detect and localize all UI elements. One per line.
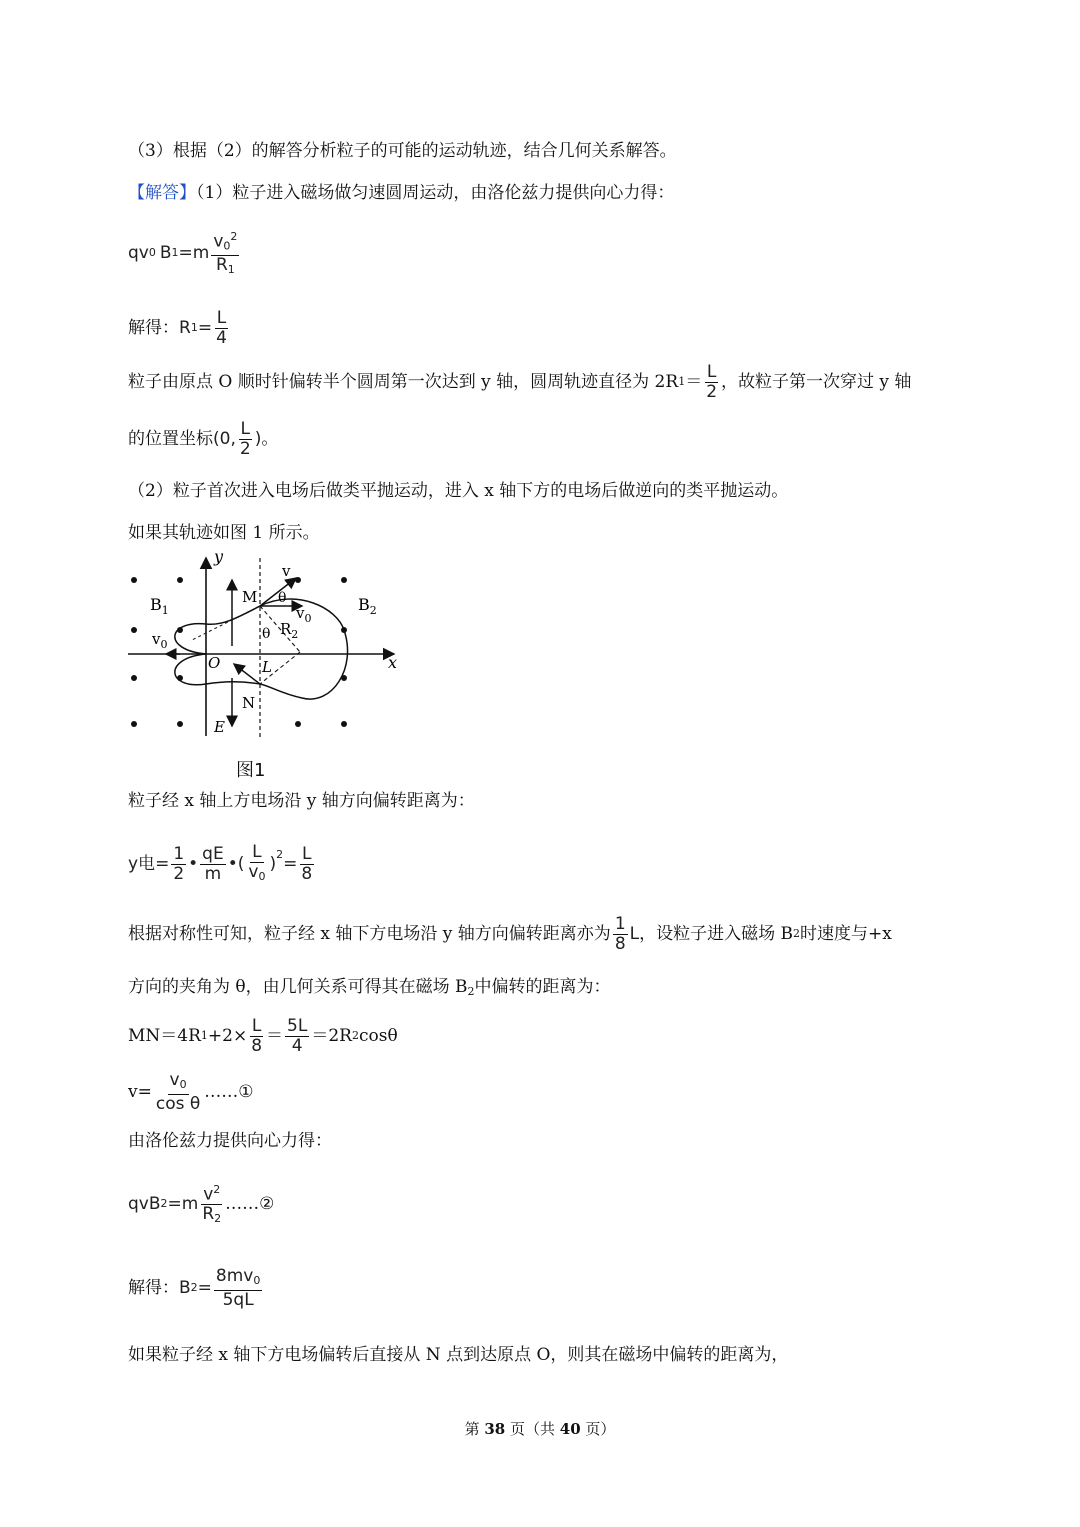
solve-b2-line — [128, 1262, 264, 1314]
q2-num: v — [203, 1184, 214, 1205]
eq1-lhs: qv — [128, 243, 149, 263]
r1-fraction — [214, 309, 229, 348]
mn-sub1: 1 — [200, 1029, 208, 1042]
eq1-den-sub: 1 — [227, 263, 235, 277]
r1-expression — [179, 309, 231, 348]
eq1-num-sub: 0 — [223, 239, 231, 253]
angle-line — [128, 976, 611, 1003]
y-frac4-num: L — [302, 843, 312, 864]
b2-sub: 2 — [190, 1281, 198, 1294]
y-e: y电 — [128, 854, 156, 874]
footer-middle: 页（共 — [505, 1420, 560, 1438]
coordinate-expression — [213, 420, 261, 459]
equation-lorentz-1 — [128, 222, 241, 284]
step3-hint: （3）根据（2）的解答分析粒子的可能的运动轨迹，结合几何关系解答。 — [128, 141, 677, 161]
y-axis-label: y — [214, 548, 224, 566]
b2-label: $B_2$ — [358, 595, 377, 617]
y-frac3-den-sub: 0 — [258, 869, 266, 883]
velocity-num-sub: 0 — [179, 1077, 187, 1091]
y-frac3-den: v — [248, 861, 259, 882]
y-frac2 — [200, 845, 226, 884]
velocity-prefix: v= — [128, 1082, 152, 1102]
dot-2: • — [227, 854, 238, 874]
answer-intro: （1）粒子进入磁场做匀速圆周运动，由洛伦兹力提供向心力得： — [196, 183, 675, 203]
coord-close: ) — [254, 429, 262, 449]
mn-text-b: +2× — [207, 1026, 248, 1046]
solve-label-1: 解得： — [128, 318, 179, 338]
symmetry-num: 1 — [614, 913, 626, 934]
r2-label: $R_2$ — [280, 620, 299, 641]
symmetry-text-a: 根据对称性可知，粒子经 x 轴下方电场沿 y 轴方向偏转距离亦为 — [128, 924, 611, 944]
y-frac2-num: qE — [202, 843, 224, 864]
mn-sub2: 2 — [351, 1029, 359, 1042]
y-frac3-num: L — [252, 841, 262, 862]
angle-text-a: 方向的夹角为 θ，由几何关系可得其在磁场 B — [128, 977, 468, 997]
eq1-b: B — [159, 243, 172, 263]
b2-den: 5qL — [222, 1289, 254, 1310]
coord-den: 2 — [239, 438, 251, 459]
cross-y-sub1: 1 — [678, 375, 686, 388]
mn-frac2-num: 5L — [287, 1015, 308, 1036]
q2-fraction — [200, 1180, 223, 1229]
paren-close: ) — [269, 854, 277, 874]
deflect-up-line: 粒子经 x 轴上方电场沿 y 轴方向偏转距离为： — [128, 791, 475, 811]
lorentz2-line: 由洛伦兹力提供向心力得： — [128, 1131, 332, 1151]
coordinate-text: 的位置坐标 — [128, 429, 213, 449]
coord-num: L — [240, 418, 251, 439]
x-axis-label: x — [388, 653, 398, 672]
velocity-fraction — [154, 1071, 202, 1114]
answer-tag: 【解答】 — [128, 183, 196, 203]
cross-y-text-a: 粒子由原点 O 顺时针偏转半个圆周第一次达到 y 轴，圆周轨迹直径为 2R — [128, 372, 679, 392]
mn-text-e: cosθ — [358, 1026, 398, 1046]
eq1-num: v — [213, 231, 224, 252]
symmetry-text-b: ，设粒子进入磁场 B — [639, 924, 794, 944]
coord-open: (0, — [213, 429, 236, 449]
equation-mark-2: ……② — [225, 1194, 275, 1214]
figure-caption: 图1 — [236, 760, 266, 781]
mn-frac1-num: L — [251, 1015, 262, 1036]
symmetry-l: L — [629, 924, 640, 944]
r1-eq: = — [197, 318, 213, 338]
y-eq: = — [155, 854, 170, 874]
paren-open: ( — [237, 854, 245, 874]
coordinate-line — [128, 414, 278, 464]
q2-den-sub: 2 — [214, 1212, 222, 1226]
theta-top-label: θ — [278, 590, 287, 606]
eq1-den: R — [215, 255, 228, 276]
mn-frac2-den: 4 — [291, 1035, 303, 1056]
part2-line: （2）粒子首次进入电场后做类平抛运动，进入 x 轴下方的电场后做逆向的类平抛运动。 — [128, 481, 789, 501]
q2-den: R — [202, 1204, 215, 1225]
y-frac4-den: 8 — [301, 863, 313, 884]
trajectory-diagram — [122, 548, 412, 788]
r1-den: 4 — [216, 327, 227, 348]
eq1-sub1: 1 — [171, 246, 179, 259]
velocity-num: v — [169, 1069, 180, 1090]
origin-label: O — [208, 654, 221, 672]
mn-text-d: ＝2R — [311, 1026, 352, 1046]
dot-1: • — [188, 854, 199, 874]
footer-suffix: 页） — [580, 1420, 616, 1438]
footer-prefix: 第 — [464, 1420, 485, 1438]
e-label: E — [214, 718, 225, 736]
y-frac2-den: m — [204, 863, 222, 884]
y-frac1 — [171, 845, 186, 884]
cross-y-text-b: ，故粒子第一次穿过 y 轴 — [721, 372, 912, 392]
b2-b: B — [179, 1278, 191, 1298]
n-label: N — [242, 694, 256, 712]
footer-page-number: 38 — [484, 1420, 506, 1438]
v0-right-label: $v_0$ — [296, 604, 312, 625]
eq1-num-sup: 2 — [230, 229, 238, 243]
b2-fraction — [214, 1267, 262, 1310]
y-frac1-den: 2 — [173, 863, 185, 884]
y-frac3 — [246, 843, 267, 886]
velocity-den: cos θ — [155, 1093, 201, 1114]
answer-intro-line — [128, 182, 674, 204]
b2-num-sub: 0 — [253, 1273, 261, 1287]
b2-num: 8mv — [215, 1265, 254, 1286]
m-label: M — [242, 588, 258, 606]
coord-fraction — [238, 420, 253, 459]
solve-label-2: 解得： — [128, 1278, 179, 1298]
coordinate-end: 。 — [261, 429, 279, 449]
mn-frac2 — [285, 1017, 309, 1056]
y-frac4 — [299, 845, 314, 884]
mn-frac1-den: 8 — [251, 1035, 263, 1056]
y-frac1-num: 1 — [173, 843, 185, 864]
eq1-eq: =m — [178, 243, 210, 263]
q2-eq: =m — [167, 1194, 199, 1214]
diameter-num: L — [706, 361, 717, 382]
symmetry-den: 8 — [614, 933, 626, 954]
diameter-eq: ＝ — [685, 372, 703, 392]
mn-text-a: MN＝4R — [128, 1026, 201, 1046]
y-eq2: = — [283, 854, 298, 874]
diameter-fraction — [704, 363, 719, 402]
angle-sub2: 2 — [467, 985, 475, 998]
cross-y-line — [128, 358, 911, 406]
velocity-line — [128, 1068, 254, 1116]
b1-label: $B_1$ — [150, 595, 169, 617]
field-dots — [131, 577, 347, 727]
diameter-den: 2 — [706, 381, 718, 402]
q2-sub: 2 — [160, 1197, 168, 1210]
diameter-expression — [685, 363, 721, 402]
n-arrow — [234, 664, 260, 684]
v-label: v — [282, 562, 291, 580]
v0-left-label: $v_0$ — [152, 630, 168, 651]
b2-expression — [179, 1267, 264, 1310]
figure-1 — [122, 548, 412, 793]
symmetry-line — [128, 910, 892, 958]
symmetry-text-c: 时速度与+x — [800, 924, 892, 944]
q2-num-sup: 2 — [213, 1182, 221, 1196]
eq1-fraction — [211, 227, 239, 280]
r1-r: R — [179, 318, 191, 338]
symmetry-sub2: 2 — [793, 927, 801, 940]
q2-lhs: qvB — [128, 1194, 161, 1214]
mn-frac1 — [249, 1017, 264, 1056]
mn-text-c: ＝ — [266, 1026, 284, 1046]
b2-eq: = — [197, 1278, 212, 1298]
y-sup: 2 — [276, 848, 284, 861]
footer-total-pages: 40 — [559, 1420, 581, 1438]
eq1-sub0: 0 — [148, 246, 156, 259]
trajectory-curve — [175, 599, 348, 699]
figure-intro: 如果其轨迹如图 1 所示。 — [128, 523, 320, 543]
r1-num: L — [216, 307, 227, 328]
last-line: 如果粒子经 x 轴下方电场偏转后直接从 N 点到达原点 O，则其在磁场中偏转的距离为， — [128, 1345, 789, 1365]
solve-r1-line — [128, 304, 231, 352]
equation-lorentz-2 — [128, 1174, 274, 1234]
symmetry-fraction — [613, 915, 628, 954]
page-footer — [0, 1418, 1080, 1439]
l-label: L — [262, 658, 272, 676]
q2-expression — [128, 1180, 225, 1229]
deflection-equation — [128, 836, 316, 892]
mn-line — [128, 1012, 398, 1060]
equation-mark-1: ……① — [204, 1082, 254, 1102]
theta-mid-label: θ — [262, 626, 271, 642]
r1-sub: 1 — [190, 321, 198, 334]
angle-text-b: 中偏转的距离为： — [474, 977, 611, 997]
